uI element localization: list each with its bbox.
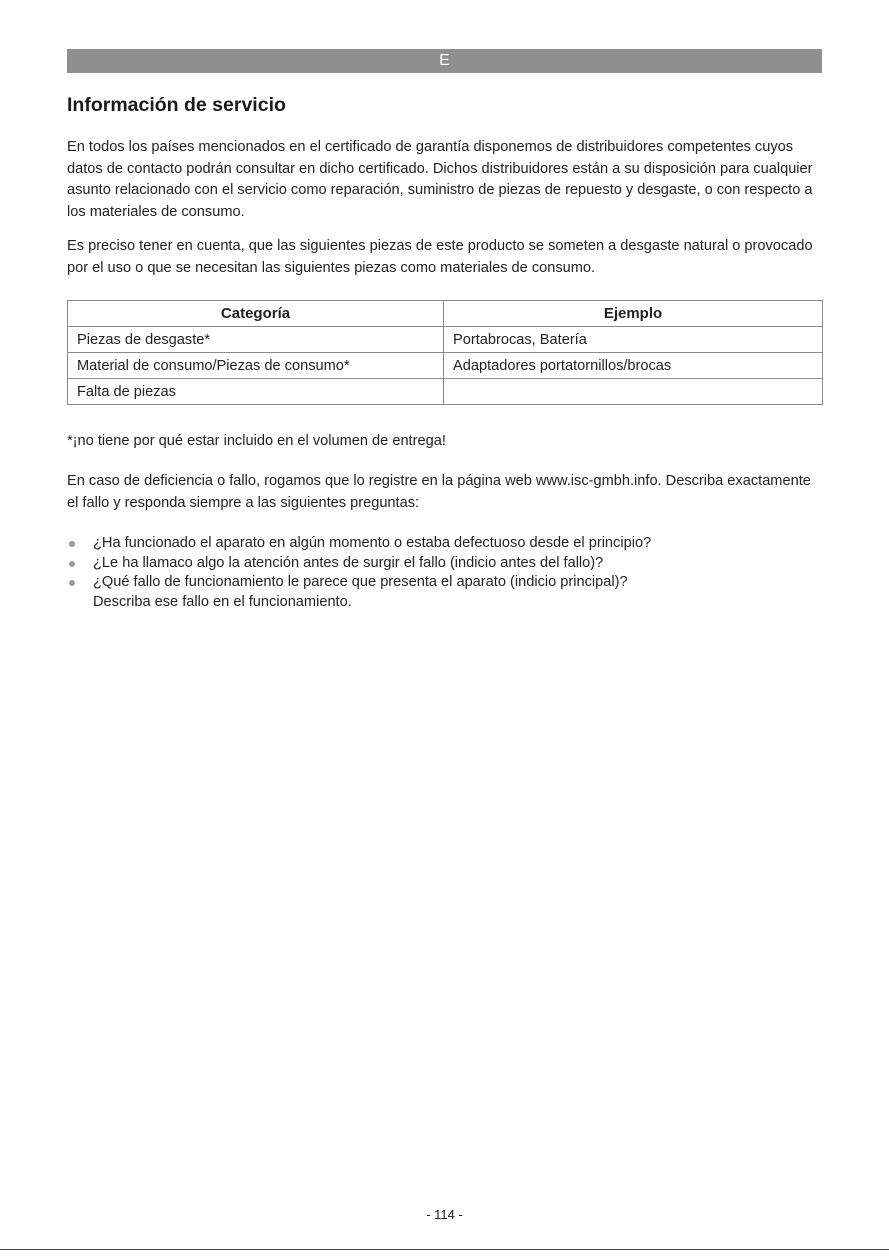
list-item xyxy=(67,554,822,574)
defect-text: En caso de deficiencia o fallo, rogamos que lo registre en la página web www.isc-gmbh.info. Describa exactamente el fallo y responda siempre a las siguientes preguntas: xyxy=(67,473,811,511)
bullet-icon xyxy=(69,561,75,567)
defect-paragraph xyxy=(67,471,822,514)
bullet-icon xyxy=(69,580,75,586)
parts-table xyxy=(67,300,823,405)
bottom-divider xyxy=(0,1249,889,1250)
footnote: *¡no tiene por qué estar incluido en el volumen de entrega! xyxy=(67,433,446,449)
question-continuation: Describa ese fallo en el funcionamiento. xyxy=(93,593,352,610)
table-cell-example: Portabrocas, Batería xyxy=(444,327,823,353)
page-title: Información de servicio xyxy=(67,94,286,116)
page-number: - 114 - xyxy=(426,1207,463,1222)
question-text: ¿Qué fallo de funcionamiento le parece que presenta el aparato (indicio principal)? xyxy=(93,574,628,591)
question-list xyxy=(67,534,822,612)
table-row xyxy=(68,379,823,405)
table-row xyxy=(68,327,823,353)
header-example: Ejemplo xyxy=(444,301,823,327)
list-item xyxy=(67,534,822,554)
table-cell-category: Material de consumo/Piezas de consumo* xyxy=(68,353,444,379)
table-cell-example xyxy=(444,379,823,405)
question-text: ¿Ha funcionado el aparato en algún momento o estaba defectuoso desde el principio? xyxy=(93,535,652,551)
intro-paragraph: En todos los países mencionados en el certificado de garantía disponemos de distribuidores competentes cuyos datos de contacto podrán consultar en dicho certificado. Dichos distribuidores están a su disposición para cualquier asunto relacionado con el servicio como reparación, suministro de piezas de repuesto y desgaste, o con respecto a los materiales de consumo. xyxy=(67,139,813,220)
table-cell-example: Adaptadores portatornillos/brocas xyxy=(444,353,823,379)
table-cell-category: Falta de piezas xyxy=(68,379,444,405)
wear-paragraph: Es preciso tener en cuenta, que las siguientes piezas de este producto se someten a desgaste natural o provocado por el uso o que se necesitan las siguientes piezas como materiales de consumo. xyxy=(67,238,813,276)
language-header-bar xyxy=(67,49,822,73)
header-category: Categoría xyxy=(68,301,444,327)
table-row xyxy=(68,353,823,379)
bullet-icon xyxy=(69,541,75,547)
table-header-row xyxy=(68,301,823,327)
list-item xyxy=(67,573,822,612)
question-text: ¿Le ha llamaco algo la atención antes de surgir el fallo (indicio antes del fallo)? xyxy=(93,554,604,571)
table-cell-category: Piezas de desgaste* xyxy=(68,327,444,353)
language-letter: E xyxy=(439,52,450,69)
